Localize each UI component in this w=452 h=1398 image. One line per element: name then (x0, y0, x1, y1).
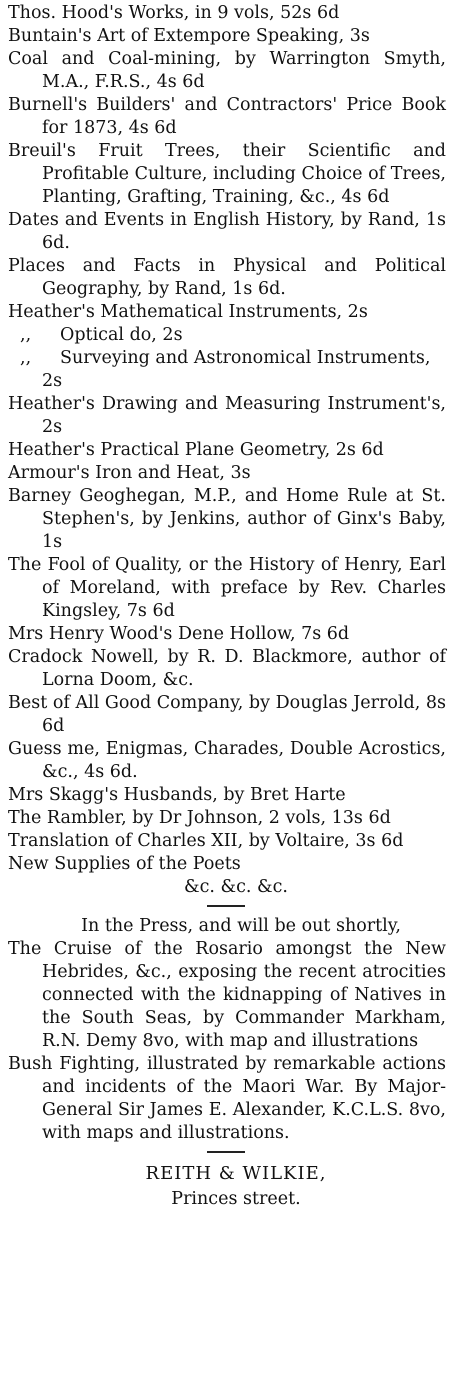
book-entry: Armour's Iron and Heat, 3s (8, 463, 251, 483)
etc-line: &c. &c. &c. (184, 877, 288, 897)
book-entry: Heather's Practical Plane Geometry, 2s 6d (8, 440, 384, 460)
book-entry: Mrs Skagg's Husbands, by Bret Harte (8, 785, 346, 805)
book-entry: Translation of Charles XII, by Voltaire, 3s 6d (8, 831, 404, 851)
book-entry: Barney Geoghegan, M.P., and Home Rule at St. Stephen's, by Jenkins, author of Ginx's Baby, 1s (8, 486, 446, 552)
book-list (6, 2, 446, 324)
book-entry: Thos. Hood's Works, in 9 vols, 52s 6d (8, 3, 340, 23)
book-entry: Burnell's Builders' and Contractors' Price Book for 1873, 4s 6d (8, 95, 446, 138)
publisher-name: REITH & WILKIE, (145, 1163, 327, 1184)
press-heading: In the Press, and will be out shortly, (81, 916, 401, 936)
divider-rule-2 (207, 1151, 245, 1153)
book-entry: The Rambler, by Dr Johnson, 2 vols, 13s 6d (8, 808, 391, 828)
book-entry: Best of All Good Company, by Douglas Jerrold, 8s 6d (8, 693, 446, 736)
ditto-entry (6, 347, 446, 393)
book-entry: Mrs Henry Wood's Dene Hollow, 7s 6d (8, 624, 350, 644)
divider-rule (207, 905, 245, 907)
book-entry: Cradock Nowell, by R. D. Blackmore, author of Lorna Doom, &c. (8, 647, 446, 690)
book-entry: Dates and Events in English History, by Rand, 1s 6d. (8, 210, 446, 253)
book-entry: Places and Facts in Physical and Political Geography, by Rand, 1s 6d. (8, 256, 446, 299)
book-entry: Guess me, Enigmas, Charades, Double Acrostics, &c., 4s 6d. (8, 739, 446, 782)
ditto-mark: ,, (20, 348, 32, 368)
book-entry: Breuil's Fruit Trees, their Scientific and Profitable Culture, including Choice of Trees, Planting, Grafting, Training, &c., 4s 6d (8, 141, 446, 207)
book-entry: The Cruise of the Rosario amongst the New Hebrides, &c., exposing the recent atrocities connected with the kidnapping of Natives in the South Seas, by Commander Markham, R.N. Demy 8vo, with map and illustrations (8, 939, 446, 1051)
book-entry: New Supplies of the Poets (8, 854, 241, 874)
book-entry: Coal and Coal-mining, by Warrington Smyth, M.A., F.R.S., 4s 6d (8, 49, 446, 92)
book-entry: Buntain's Art of Extempore Speaking, 3s (8, 26, 370, 46)
publisher-address: Princes street. (171, 1189, 301, 1209)
book-entry: The Fool of Quality, or the History of Henry, Earl of Moreland, with preface by Rev. Charles Kingsley, 7s 6d (8, 555, 446, 621)
ditto-text: Optical do, 2s (60, 325, 183, 345)
book-entry: Bush Fighting, illustrated by remarkable actions and incidents of the Maori War. By Major-General Sir James E. Alexander, K.C.L.S. 8vo, with maps and illustrations. (8, 1054, 446, 1143)
book-entry: Heather's Drawing and Measuring Instrument's, 2s (8, 394, 446, 437)
press-list (6, 938, 446, 1145)
ditto-text: Surveying and Astronomical Instruments, 2s (42, 348, 431, 391)
ditto-entries (6, 324, 446, 393)
ditto-mark: ,, (20, 325, 32, 345)
ditto-entry (6, 324, 446, 347)
book-list-continued (6, 393, 446, 876)
book-entry: Heather's Mathematical Instruments, 2s (8, 302, 368, 322)
